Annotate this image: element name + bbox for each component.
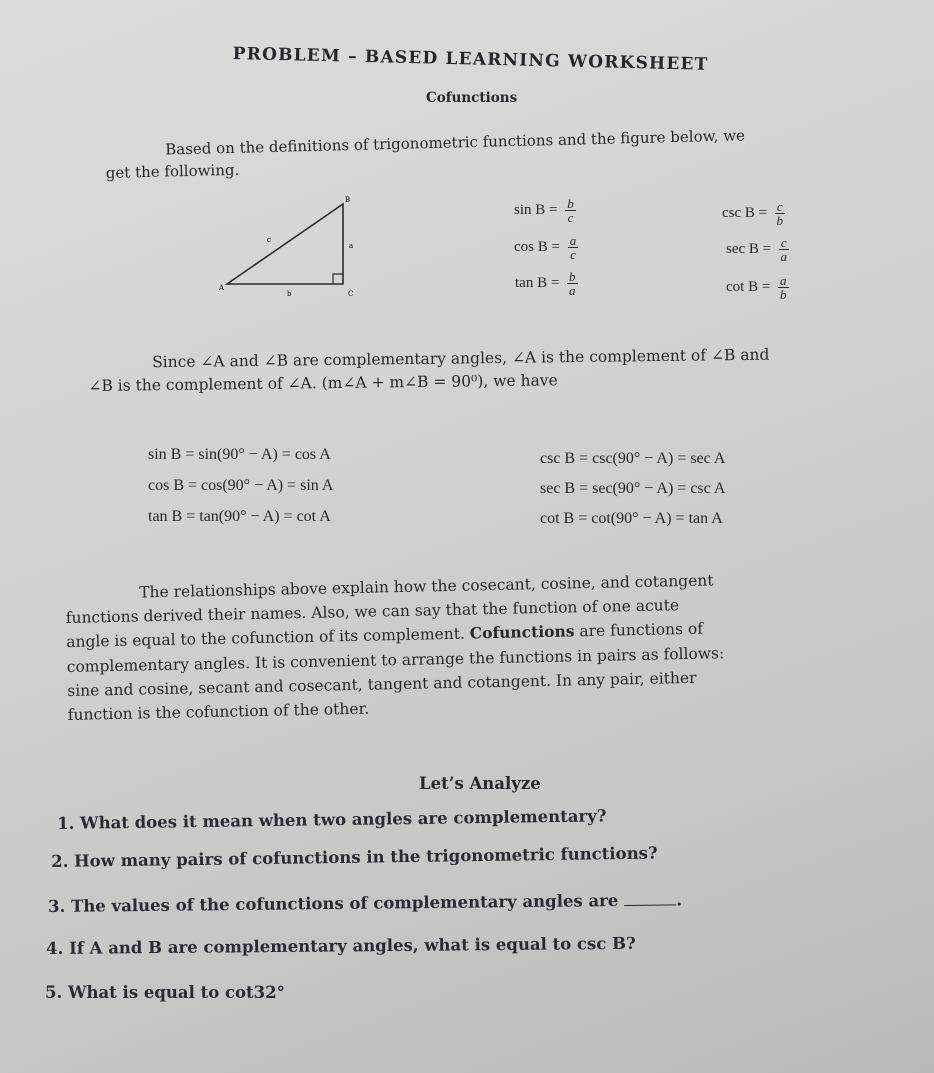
answer-blank[interactable] — [624, 892, 676, 906]
intro-line-1: Based on the definitions of trigonometric functions and the figure below, we — [165, 126, 746, 159]
def-tan-label: tan B = — [515, 274, 560, 291]
identity-csc: csc B = csc(90° − A) = sec A — [540, 450, 726, 467]
def-cot-den: b — [780, 287, 787, 302]
para-line-6: function is the cofunction of the other. — [67, 699, 370, 724]
def-csc-den: b — [776, 213, 784, 228]
analyze-heading: Let’s Analyze — [419, 774, 541, 793]
since-text — [88, 344, 770, 398]
cofunctions-term: Cofunctions — [469, 621, 575, 643]
right-triangle-figure — [215, 192, 365, 304]
para-line-2: functions derived their names. Also, we can say that the function of one acute — [65, 596, 680, 628]
page-subtitle: Cofunctions — [426, 90, 518, 106]
para-line-3b: are functions of — [574, 620, 704, 641]
cofunctions-paragraph — [65, 568, 725, 727]
label-side-b: b — [287, 290, 292, 298]
question-3-end: . — [676, 890, 683, 910]
def-sec-label: sec B = — [726, 240, 772, 257]
def-sec — [726, 236, 789, 263]
def-csc — [722, 200, 785, 227]
question-5: 5. What is equal to cot32° — [45, 983, 285, 1002]
def-cos-den: c — [570, 247, 576, 262]
def-tan — [515, 270, 578, 297]
question-1: 1. What does it mean when two angles are complementary? — [57, 806, 607, 833]
question-2: 2. How many pairs of cofunctions in the trigonometric functions? — [51, 843, 658, 871]
def-sin-num: b — [567, 196, 574, 211]
def-sin-den: c — [567, 210, 574, 225]
identity-cos: cos B = cos(90° − A) = sin A — [148, 477, 334, 494]
label-vertex-b: B — [345, 196, 351, 204]
identity-sin: sin B = sin(90° − A) = cos A — [148, 446, 331, 463]
right-angle-marker — [333, 274, 343, 284]
def-cos-num: a — [569, 233, 577, 248]
since-line-1: Since ∠A and ∠B are complementary angles, ∠A is the complement of ∠B and — [152, 345, 770, 372]
question-4: 4. If A and B are complementary angles, what is equal to csc B? — [46, 933, 636, 958]
identity-cot: cot B = cot(90° − A) = tan A — [540, 510, 723, 527]
identity-sec: sec B = sec(90° − A) = csc A — [540, 480, 726, 497]
def-sin-label: sin B = — [514, 201, 558, 218]
def-tan-den: a — [569, 283, 576, 298]
question-3-text: 3. The values of the cofunctions of complementary angles are — [48, 891, 619, 916]
para-line-3a: angle is equal to the cofunction of its complement. — [66, 624, 471, 652]
def-csc-label: csc B = — [722, 204, 768, 221]
def-csc-num: c — [776, 199, 783, 214]
label-hypotenuse-c: c — [267, 236, 271, 244]
para-line-5: sine and cosine, secant and cosecant, tangent and cotangent. In any pair, either — [67, 668, 697, 700]
intro-text — [105, 124, 746, 184]
since-line-2: ∠B is the complement of ∠A. (m∠A + m∠B = 90⁰), we have — [88, 371, 558, 395]
def-tan-num: b — [569, 269, 576, 284]
def-sec-den: a — [780, 249, 788, 264]
page-title: PROBLEM – BASED LEARNING WORKSHEET — [232, 44, 709, 75]
para-line-4: complementary angles. It is convenient to arrange the functions in pairs as follows: — [66, 643, 725, 676]
intro-line-2: get the following. — [105, 160, 240, 182]
def-sec-num: c — [780, 235, 787, 250]
question-3 — [48, 890, 682, 916]
def-sin — [514, 197, 576, 224]
label-vertex-c: C — [348, 290, 354, 298]
def-cos — [514, 234, 578, 261]
def-cot — [726, 274, 789, 301]
triangle-shape — [227, 204, 343, 284]
label-side-a: a — [349, 242, 354, 250]
def-cos-label: cos B = — [514, 238, 560, 255]
para-line-1: The relationships above explain how the cosecant, cosine, and cotangent — [139, 571, 714, 602]
def-cot-num: a — [780, 273, 787, 288]
label-vertex-a: A — [219, 284, 225, 292]
def-cot-label: cot B = — [726, 278, 771, 295]
identity-tan: tan B = tan(90° − A) = cot A — [148, 508, 331, 525]
